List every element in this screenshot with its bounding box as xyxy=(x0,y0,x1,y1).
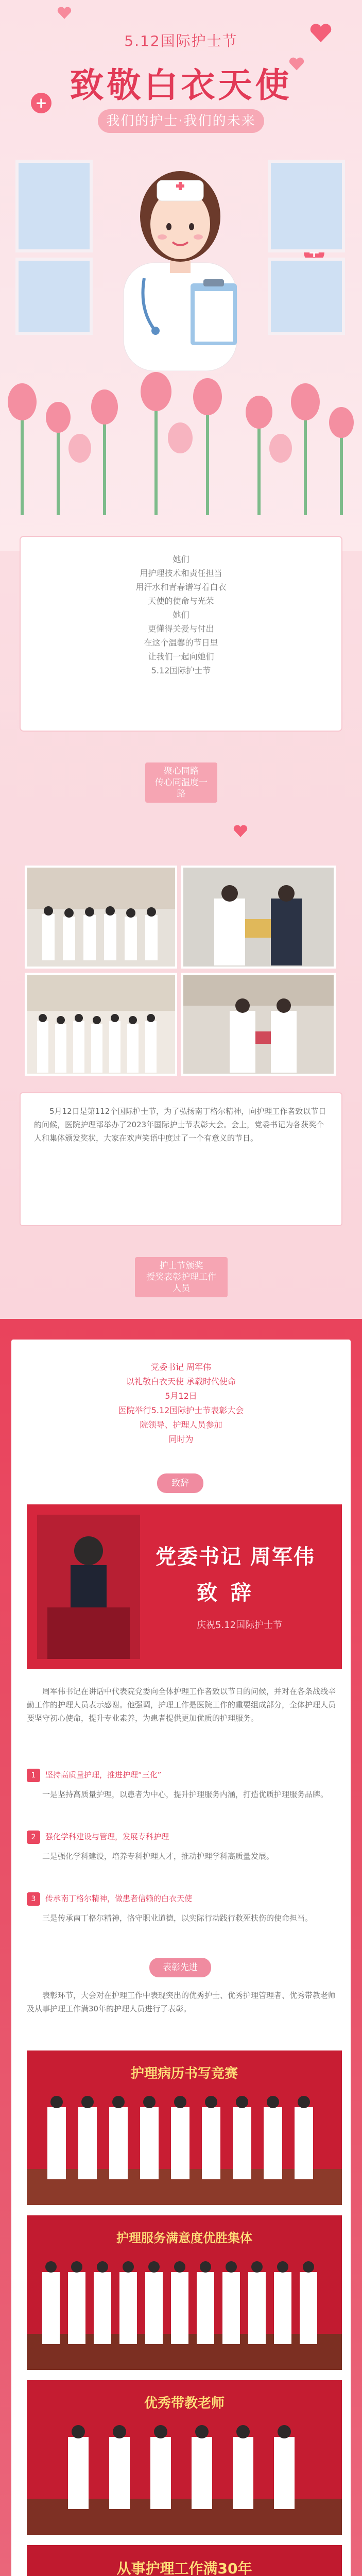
point-number: 1 xyxy=(27,1769,40,1782)
welcome-tag-line2: 传心同温度一路 xyxy=(155,777,208,799)
intro-paragraph: 5月12日是第112个国际护士节，为了弘扬南丁格尔精神，向护理工作者致以节日的问候，医院护理部举办了2023年国际护士节表彰大会。会上，党委书记为各获奖个人和集体颁发奖状，大家在欢声笑语中度过了一个有意义的节日。 xyxy=(34,1107,326,1143)
hero-banner xyxy=(0,0,362,551)
point-number: 3 xyxy=(27,1892,40,1906)
intro-line: 以礼敬白衣天使 承载时代使命 xyxy=(126,1377,236,1386)
award-stage-photo xyxy=(27,2380,342,2535)
nurse-illustration xyxy=(93,144,268,371)
award-photo xyxy=(181,866,336,969)
speech-point xyxy=(27,1891,192,1906)
intro-line: 同时为 xyxy=(168,1434,194,1444)
award-intro: 表彰环节，大会对在护理工作中表现突出的优秀护士、优秀护理管理者、优秀带教老师及从事护理工作满30年的护理人员进行了表彰。 xyxy=(27,1991,336,2013)
point-text: 传承南丁格尔精神，做患者信赖的白衣天使 xyxy=(45,1894,193,1903)
speech-banner-title: 党委书记 周军伟 xyxy=(156,1545,315,1569)
heart-icon xyxy=(233,824,248,838)
speech-scene xyxy=(27,1504,342,1669)
award-stage-photo xyxy=(27,2050,342,2205)
stage-title: 从事护理工作满30年 xyxy=(116,2560,252,2576)
speech-point xyxy=(27,1829,169,1844)
intro-text-card xyxy=(20,1092,342,1226)
group-photo xyxy=(25,866,177,969)
group-photo xyxy=(25,973,177,1076)
speech-paragraph: 周军伟书记在讲话中代表院党委向全体护理工作者致以节日的问候，并对在各条战线辛勤工作的护理人员表示感谢。他强调，护理工作是医院工作的重要组成部分，全体护理人员要坚守初心使命，提升专业素养，为患者提供更加优质的护理服务。 xyxy=(27,1687,336,1723)
poem-line: 5.12国际护士节 xyxy=(151,666,211,675)
welcome-tag xyxy=(145,762,217,803)
point-paragraph: 三是传承南丁格尔精神，恪守职业道德，以实际行动践行救死扶伤的使命担当。 xyxy=(42,1913,313,1923)
poem-line: 她们 xyxy=(173,610,189,620)
award-photo xyxy=(181,973,336,1076)
welcome-tag-line1: 聚心同路 xyxy=(164,766,199,776)
poem-line: 让我们一起向她们 xyxy=(148,652,214,662)
poem-line: 用汗水和青春谱写着白衣 xyxy=(135,582,227,592)
award-tag: 表彰先进 xyxy=(149,1958,211,1977)
tulip-flowers xyxy=(0,361,362,515)
slogan-pill: 我们的护士·我们的未来 xyxy=(98,109,264,133)
award-tag-line2: 授奖表彰护理工作人员 xyxy=(146,1272,216,1294)
speech-banner-image xyxy=(27,1504,342,1669)
point-text: 强化学科建设与管理，发展专科护理 xyxy=(45,1832,169,1841)
point-number: 2 xyxy=(27,1831,40,1844)
stage-title: 护理病历书写竞赛 xyxy=(130,2066,238,2081)
plus-badge-icon: + xyxy=(31,93,51,113)
page-title: 致敬白衣天使 xyxy=(70,65,292,105)
poem-line: 她们 xyxy=(173,554,189,564)
intro-line: 医院举行5.12国际护士节表彰大会 xyxy=(118,1405,244,1415)
festival-date-label: 5.12国际护士节 xyxy=(124,32,238,49)
point-text: 坚持高质量护理，推进护理“三化” xyxy=(45,1770,162,1780)
poem-line: 用护理技术和责任担当 xyxy=(140,568,222,578)
poem-card xyxy=(20,536,342,732)
poem-line: 在这个温馨的节日里 xyxy=(144,638,218,648)
speech-banner-small: 庆祝5.12国际护士节 xyxy=(197,1620,283,1631)
intro-line: 党委书记 周军伟 xyxy=(150,1362,212,1372)
speech-point xyxy=(27,1767,162,1783)
poem-line: 天使的使命与光荣 xyxy=(148,596,214,606)
award-stage-photo xyxy=(27,2545,342,2576)
speech-tag: 致辞 xyxy=(157,1473,203,1493)
poem-line: 更懂得关爱与付出 xyxy=(148,624,214,634)
ceremony-panel xyxy=(11,1340,351,2576)
stage-title: 优秀带教老师 xyxy=(144,2396,225,2411)
point-paragraph: 一是坚持高质量护理，以患者为中心，提升护理服务内涵，打造优质护理服务品牌。 xyxy=(42,1790,329,1799)
ceremony-section xyxy=(0,1319,362,2576)
heart-icon xyxy=(57,6,72,20)
stage-title: 护理服务满意度优胜集体 xyxy=(116,2231,252,2245)
intro-line: 院领导、护理人员参加 xyxy=(140,1420,222,1430)
speech-banner-subtitle: 致 辞 xyxy=(197,1581,254,1605)
award-tag-line1: 护士节颁奖 xyxy=(159,1261,203,1271)
ceremony-intro-lines xyxy=(11,1360,351,1447)
award-stage-photo xyxy=(27,2215,342,2370)
intro-line: 5月12日 xyxy=(165,1391,197,1401)
point-paragraph: 二是强化学科建设，培养专科护理人才，推动护理学科高质量发展。 xyxy=(42,1852,274,1861)
award-section-tag xyxy=(135,1257,228,1297)
